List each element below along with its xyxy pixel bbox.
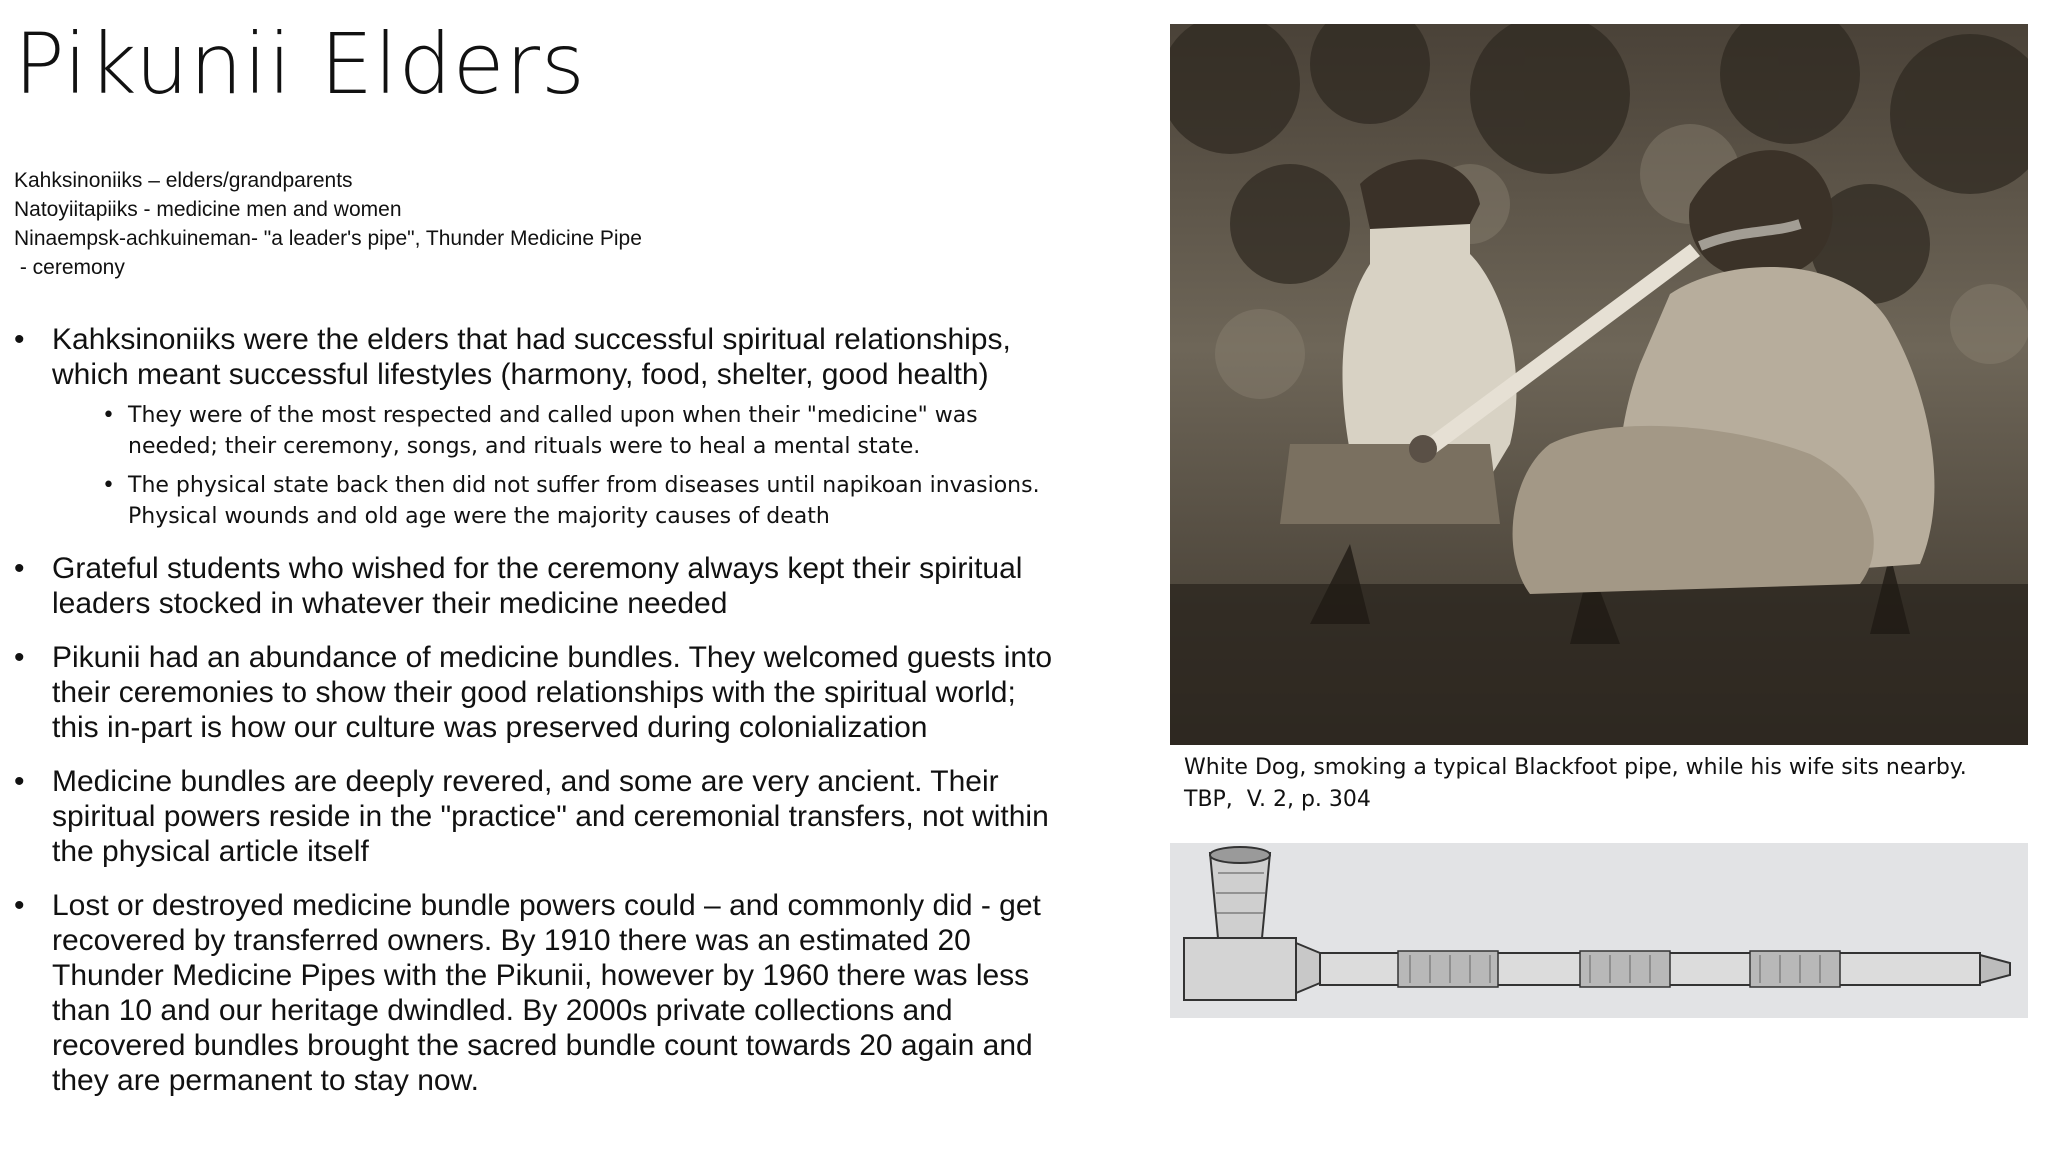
terms-glossary — [14, 166, 714, 282]
term-line: Natoyiitapiiks - medicine men and women — [14, 198, 402, 221]
pipe-drawing — [1170, 843, 2028, 1018]
bullet-item: • Lost or destroyed medicine bundle powers could – and commonly did - get recovered by transferred owners. By 1910 there was an estimated 20 Thunder Medicine Pipes with the Pikunii, however by 1960 there was less than 10 and our heritage dwindled. By 2000s private collections and recovered bundles brought the sacred bundle count towards 20 again and they are permanent to stay now. — [14, 888, 1054, 1098]
photo-caption — [1184, 752, 2024, 816]
bullet-item: • Medicine bundles are deeply revered, and some are very ancient. Their spiritual powers reside in the "practice" and ceremonial transfers, not within the physical article itself — [14, 764, 1054, 869]
term-line: Ninaempsk-achkuineman- "a leader's pipe", Thunder Medicine Pipe — [14, 227, 642, 250]
white-dog-photo — [1170, 24, 2028, 745]
bullet-item — [14, 322, 1054, 532]
bullet-item: • Grateful students who wished for the ceremony always kept their spiritual leaders stocked in whatever their medicine needed — [14, 551, 1054, 621]
sub-bullet-list — [52, 400, 1054, 532]
bullet-item: • Pikunii had an abundance of medicine bundles. They welcomed guests into their ceremonies to show their good relationships with the spiritual world; this in-part is how our culture was preserved during colonialization — [14, 640, 1054, 745]
caption-source: TBP, V. 2, p. 304 — [1184, 787, 1371, 812]
term-line: - ceremony — [14, 256, 125, 279]
sub-bullet-item: • The physical state back then did not suffer from diseases until napikoan invasions. Physical wounds and old age were the majority causes of death — [52, 470, 1054, 532]
pipe-illustration — [1170, 843, 2028, 1018]
photo-illustration — [1170, 24, 2028, 745]
caption-line: White Dog, smoking a typical Blackfoot pipe, while his wife sits nearby. — [1184, 755, 1967, 780]
bullet-text: Kahksinoniiks were the elders that had successful spiritual relationships, which meant successful lifestyles (harmony, food, shelter, good health) — [52, 323, 1011, 391]
term-line: Kahksinoniiks – elders/grandparents — [14, 169, 353, 192]
sub-bullet-item: • They were of the most respected and called upon when their "medicine" was needed; their ceremony, songs, and rituals were to heal a mental state. — [52, 400, 1054, 462]
bullet-list — [14, 322, 1054, 1117]
slide-title: Pikunii Elders — [14, 15, 586, 113]
